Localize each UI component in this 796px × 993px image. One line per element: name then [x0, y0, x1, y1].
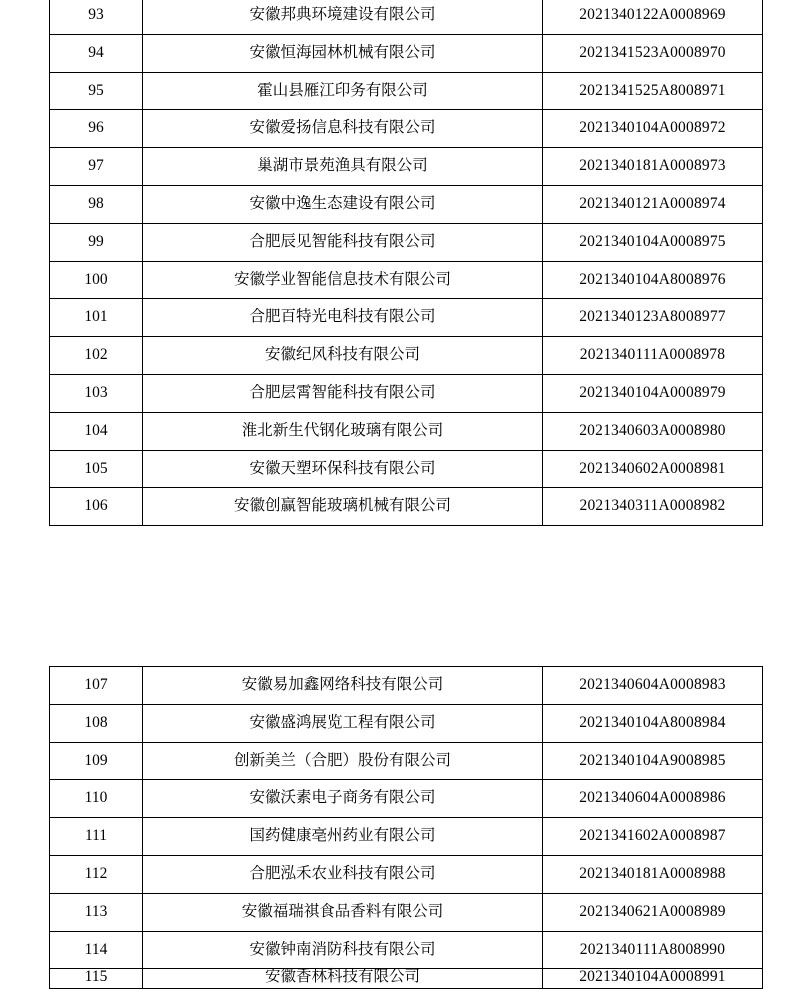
company-name: 淮北新生代钢化玻璃有限公司 — [143, 412, 543, 450]
row-index: 105 — [50, 450, 143, 488]
company-registry-table-page-2 — [49, 666, 763, 989]
company-name: 合肥百特光电科技有限公司 — [143, 299, 543, 337]
registration-code: 2021340603A0008980 — [543, 412, 763, 450]
registration-code: 2021340621A0008989 — [543, 893, 763, 931]
company-name: 安徽创赢智能玻璃机械有限公司 — [143, 488, 543, 526]
table-row — [50, 299, 763, 337]
row-index: 108 — [50, 704, 143, 742]
row-index: 93 — [50, 0, 143, 34]
company-name: 安徽中逸生态建设有限公司 — [143, 185, 543, 223]
row-index: 95 — [50, 72, 143, 110]
row-index — [50, 969, 143, 989]
table-row — [50, 855, 763, 893]
table-row — [50, 110, 763, 148]
company-name: 安徽盛鸿展览工程有限公司 — [143, 704, 543, 742]
registration-code: 2021340104A8008976 — [543, 261, 763, 299]
document-page-2 — [0, 611, 796, 986]
row-index: 107 — [50, 667, 143, 705]
table-body-page-2 — [50, 667, 763, 989]
registration-code: 2021340311A0008982 — [543, 488, 763, 526]
row-index: 114 — [50, 931, 143, 969]
row-index: 102 — [50, 337, 143, 375]
registration-code: 2021340123A8008977 — [543, 299, 763, 337]
table-row — [50, 780, 763, 818]
registration-code: 2021340602A0008981 — [543, 450, 763, 488]
row-index: 113 — [50, 893, 143, 931]
company-name: 合肥层霄智能科技有限公司 — [143, 374, 543, 412]
company-name: 安徽天塑环保科技有限公司 — [143, 450, 543, 488]
registration-code: 2021341602A0008987 — [543, 818, 763, 856]
registration-code: 2021340181A0008988 — [543, 855, 763, 893]
row-index: 98 — [50, 185, 143, 223]
registration-code: 2021340104A8008984 — [543, 704, 763, 742]
table-row — [50, 374, 763, 412]
registration-code: 2021340104A9008985 — [543, 742, 763, 780]
registration-code: 2021340111A8008990 — [543, 931, 763, 969]
table-row — [50, 72, 763, 110]
company-name: 国药健康亳州药业有限公司 — [143, 818, 543, 856]
company-name: 安徽福瑞祺食品香料有限公司 — [143, 893, 543, 931]
company-name: 安徽钟南消防科技有限公司 — [143, 931, 543, 969]
registration-code: 2021340104A0008975 — [543, 223, 763, 261]
table-row — [50, 818, 763, 856]
company-name: 安徽易加鑫网络科技有限公司 — [143, 667, 543, 705]
company-name: 巢湖市景苑渔具有限公司 — [143, 148, 543, 186]
table-row — [50, 185, 763, 223]
row-index: 109 — [50, 742, 143, 780]
table-row — [50, 337, 763, 375]
registration-code: 2021340122A0008969 — [543, 0, 763, 34]
row-index: 94 — [50, 34, 143, 72]
company-name: 霍山县雁江印务有限公司 — [143, 72, 543, 110]
row-index: 104 — [50, 412, 143, 450]
company-name: 安徽学业智能信息技术有限公司 — [143, 261, 543, 299]
registration-code: 2021340181A0008973 — [543, 148, 763, 186]
row-index: 99 — [50, 223, 143, 261]
row-index: 110 — [50, 780, 143, 818]
table-row — [50, 488, 763, 526]
row-index: 112 — [50, 855, 143, 893]
company-name: 安徽邦典环境建设有限公司 — [143, 0, 543, 34]
company-name: 安徽纪风科技有限公司 — [143, 337, 543, 375]
page-separator — [0, 581, 796, 611]
company-name: 合肥辰见智能科技有限公司 — [143, 223, 543, 261]
registration-code: 2021341525A8008971 — [543, 72, 763, 110]
table-row — [50, 34, 763, 72]
registration-code: 2021340121A0008974 — [543, 185, 763, 223]
registration-code: 2021340604A0008983 — [543, 667, 763, 705]
table-row — [50, 931, 763, 969]
registration-code: 2021340104A0008979 — [543, 374, 763, 412]
table-row — [50, 412, 763, 450]
table-row — [50, 0, 763, 34]
table-row — [50, 450, 763, 488]
table-body-page-1 — [50, 0, 763, 526]
table-row — [50, 893, 763, 931]
row-index: 96 — [50, 110, 143, 148]
company-name: 安徽沃素电子商务有限公司 — [143, 780, 543, 818]
registration-code — [543, 969, 763, 989]
table-row — [50, 667, 763, 705]
table-row — [50, 261, 763, 299]
table-container-page-2 — [0, 611, 796, 989]
registration-code-text: 2021340104A0008991 — [579, 968, 726, 986]
row-index: 111 — [50, 818, 143, 856]
company-name-text: 安徽香林科技有限公司 — [264, 968, 420, 986]
company-name: 创新美兰（合肥）股份有限公司 — [143, 742, 543, 780]
row-index: 106 — [50, 488, 143, 526]
table-row — [50, 969, 763, 989]
company-name: 安徽爱扬信息科技有限公司 — [143, 110, 543, 148]
table-row — [50, 223, 763, 261]
table-row — [50, 742, 763, 780]
row-index: 101 — [50, 299, 143, 337]
row-index: 97 — [50, 148, 143, 186]
registration-code: 2021340604A0008986 — [543, 780, 763, 818]
company-registry-table-page-1 — [49, 0, 763, 526]
registration-code: 2021341523A0008970 — [543, 34, 763, 72]
table-row — [50, 148, 763, 186]
company-name: 合肥泓禾农业科技有限公司 — [143, 855, 543, 893]
row-index: 100 — [50, 261, 143, 299]
registration-code: 2021340111A0008978 — [543, 337, 763, 375]
table-row — [50, 704, 763, 742]
company-name — [143, 969, 543, 989]
row-index-text: 115 — [84, 968, 108, 986]
company-name: 安徽恒海园林机械有限公司 — [143, 34, 543, 72]
registration-code: 2021340104A0008972 — [543, 110, 763, 148]
row-index: 103 — [50, 374, 143, 412]
